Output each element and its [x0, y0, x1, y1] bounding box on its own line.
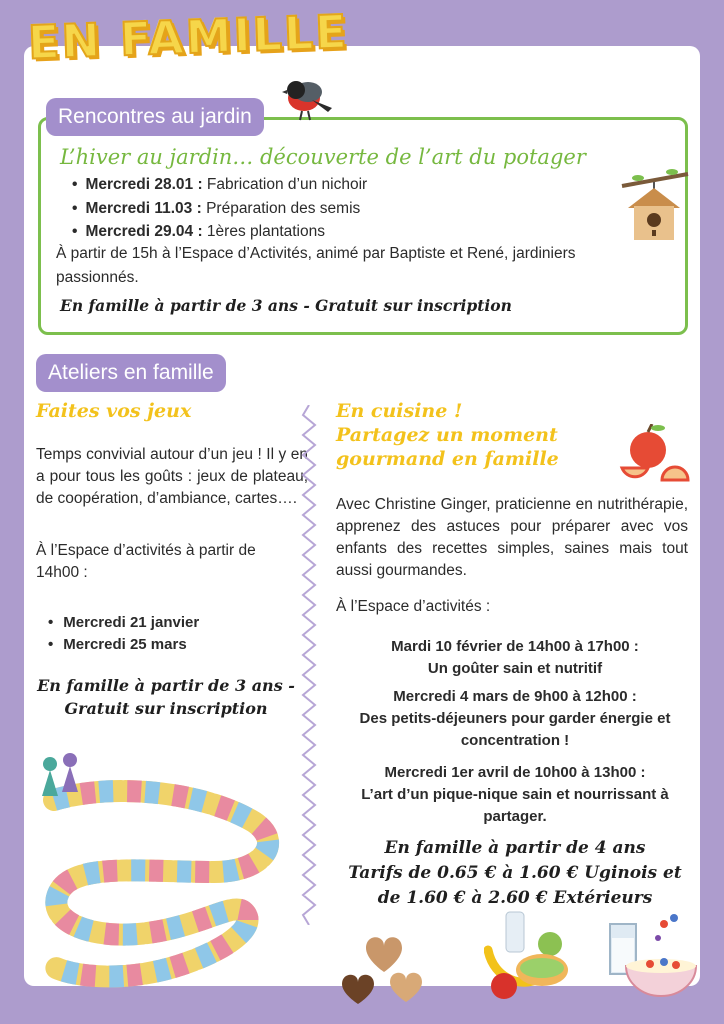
cooking-place: À l’Espace d’activités : [336, 598, 491, 615]
pawn-icon [36, 752, 88, 802]
games-note: En famille à partir de 3 ans - Gratuit sur inscription [37, 676, 295, 718]
list-item: • Mercredi 29.04 : 1ères plantations [72, 220, 367, 244]
garden-subtitle: L’hiver au jardin… découverte de l’art du potager [60, 145, 586, 169]
cooking-title-line1: En cuisine ! [336, 400, 463, 422]
cooking-title-line3: gourmand en famille [336, 448, 559, 470]
garden-note: En famille à partir de 3 ans - Gratuit sur inscription [60, 296, 512, 315]
apple-icon [618, 424, 690, 492]
games-title: Faites vos jeux [36, 400, 192, 422]
garden-section-pill: Rencontres au jardin [46, 98, 264, 136]
bird-icon [282, 74, 336, 122]
page-title: EN FAMILLE [27, 4, 350, 70]
list-item: • Mercredi 28.01 : Fabrication d’un nichoir [72, 173, 367, 197]
garden-description: À partir de 15h à l’Espace d’Activités, animé par Baptiste et René, jardiniers passionnés. [56, 245, 576, 286]
list-item: • Mercredi 21 janvier [48, 612, 199, 634]
games-place: À l’Espace d’activités à partir de 14h00 : [36, 542, 256, 581]
column-divider [300, 405, 318, 925]
list-item: • Mercredi 11.03 : Préparation des semis [72, 197, 367, 221]
cereal-bowl-icon [604, 914, 698, 1004]
fruit-icon [484, 910, 594, 1004]
cooking-event-1: Mardi 10 février de 14h00 à 17h00 : Un goûter sain et nutritif [391, 638, 639, 677]
cooking-description: Avec Christine Ginger, praticienne en nutrithérapie, apprenez des astuces pour préparer avec vos enfants des recettes simples, saines mais tout aussi gourmandes. [336, 496, 688, 579]
cookies-icon [336, 928, 432, 1008]
cooking-note: En famille à partir de 4 ans Tarifs de 0.65 € à 1.60 € Uginois et de 1.60 € à 2.60 € Extérieurs [348, 838, 682, 908]
ateliers-section-pill: Ateliers en famille [36, 354, 226, 392]
games-description: Temps convivial autour d’un jeu ! Il y en a pour tous les goûts : jeux de plateau, de coopération, d’ambiance, cartes…. [36, 446, 308, 507]
games-dates-list [48, 612, 199, 656]
cooking-title-line2: Partagez un moment [336, 424, 558, 446]
cooking-event-2: Mercredi 4 mars de 9h00 à 12h00 : Des petits-déjeuners pour garder énergie et concentration ! [359, 688, 671, 749]
cooking-event-3: Mercredi 1er avril de 10h00 à 13h00 : L’art d’un pique-nique sain et nourrissant à partager. [361, 764, 669, 825]
list-item: • Mercredi 25 mars [48, 634, 199, 656]
birdhouse-icon [620, 168, 690, 244]
garden-dates-list [72, 173, 367, 244]
